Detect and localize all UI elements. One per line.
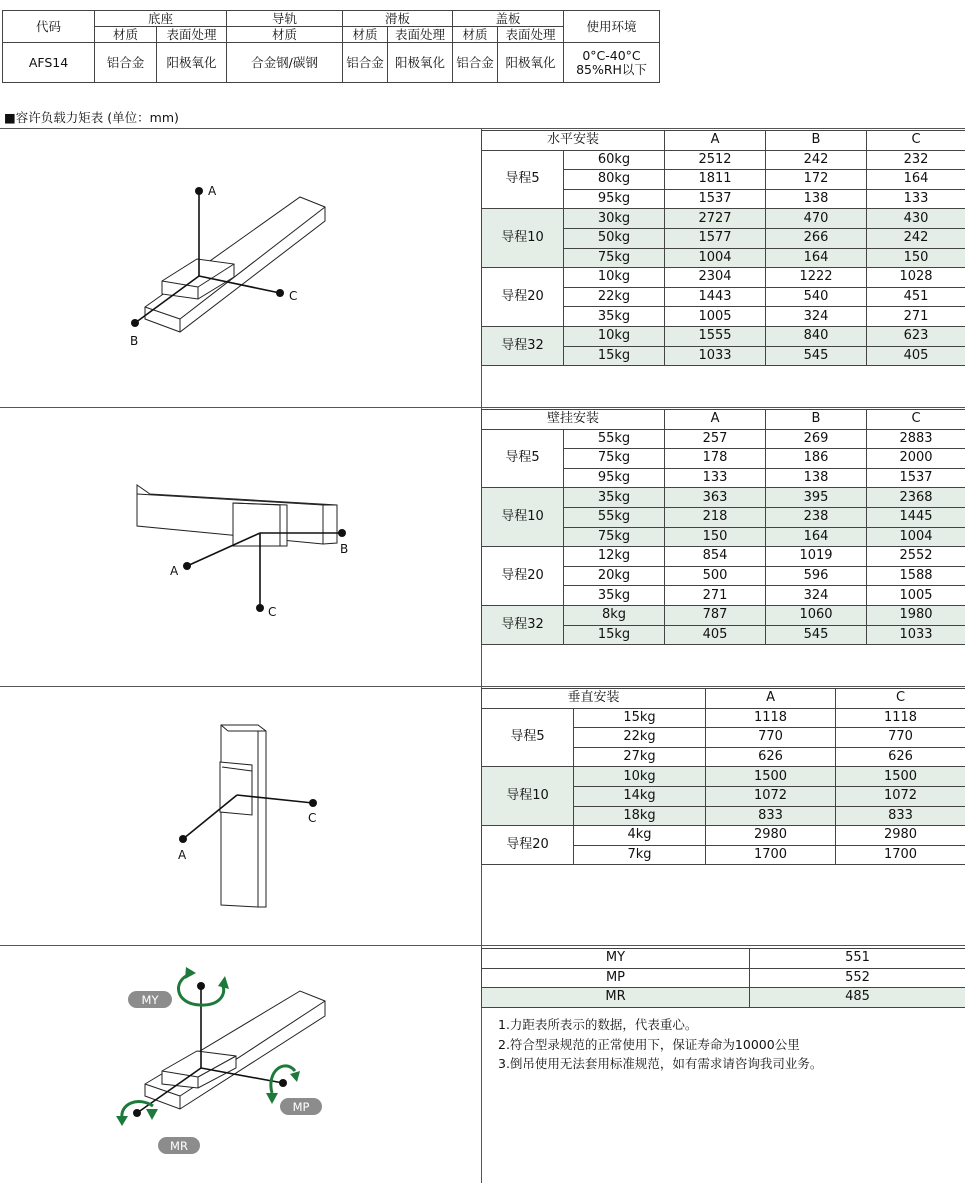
value-cell: 150	[867, 248, 965, 268]
spec-env-line1: 0°C-40°C	[582, 47, 641, 63]
load-cell: 95kg	[564, 189, 665, 209]
load-cell: 27kg	[574, 747, 706, 767]
value-cell: 238	[766, 507, 867, 527]
axis-label-a: A	[178, 848, 187, 862]
value-cell: 1004	[665, 248, 766, 268]
table-title: 垂直安装	[482, 689, 706, 709]
table-title: 水平安装	[482, 131, 665, 151]
spec-env-cell	[564, 43, 660, 83]
value-cell: 2368	[867, 488, 965, 508]
spec-sub: 材质	[343, 27, 388, 43]
axis-label-c: C	[268, 605, 277, 619]
value-cell: 2000	[867, 449, 965, 469]
load-cell: 15kg	[574, 708, 706, 728]
value-cell: 545	[766, 625, 867, 645]
value-cell: 540	[766, 287, 867, 307]
load-cell: 35kg	[564, 307, 665, 327]
spec-cell: 铝合金	[95, 43, 157, 83]
value-cell: 395	[766, 488, 867, 508]
value-cell: 1222	[766, 268, 867, 288]
axis-label-a: A	[170, 564, 179, 578]
value-cell: 324	[766, 307, 867, 327]
moment-value: 485	[750, 988, 965, 1008]
value-cell: 164	[766, 527, 867, 547]
value-cell: 1537	[665, 189, 766, 209]
value-cell: 500	[665, 566, 766, 586]
lead-group-label: 导程20	[482, 547, 564, 606]
axis-label-b: B	[130, 334, 139, 348]
wall-mount-diagram	[0, 408, 480, 686]
value-cell: 363	[665, 488, 766, 508]
lead-group-label: 导程5	[482, 708, 574, 767]
lead-group-label: 导程5	[482, 429, 564, 488]
load-cell: 22kg	[574, 728, 706, 748]
value-cell: 1555	[665, 326, 766, 346]
value-cell: 1577	[665, 228, 766, 248]
value-cell: 854	[665, 547, 766, 567]
value-cell: 271	[665, 586, 766, 606]
value-cell: 1811	[665, 170, 766, 190]
note-item: 3.倒吊使用无法套用标准规范，如有需求请咨询我司业务。	[498, 1056, 823, 1071]
value-cell: 430	[867, 209, 965, 229]
value-cell: 172	[766, 170, 867, 190]
moment-label-mr: MR	[170, 1139, 188, 1153]
table-title: 壁挂安装	[482, 410, 665, 430]
value-cell: 1700	[836, 845, 965, 865]
table-row	[482, 326, 965, 346]
load-cell: 15kg	[564, 625, 665, 645]
value-cell: 770	[706, 728, 836, 748]
value-cell: 164	[867, 170, 965, 190]
value-cell: 1033	[665, 346, 766, 366]
moment-value: 551	[750, 949, 965, 969]
value-cell: 1445	[867, 507, 965, 527]
column-header: C	[836, 689, 965, 709]
value-cell: 2883	[867, 429, 965, 449]
value-cell: 1500	[706, 767, 836, 787]
table-row	[482, 488, 965, 508]
value-cell: 623	[867, 326, 965, 346]
value-cell: 470	[766, 209, 867, 229]
moment-row	[482, 988, 965, 1008]
value-cell: 840	[766, 326, 867, 346]
table-row	[482, 150, 965, 170]
value-cell: 1500	[836, 767, 965, 787]
moment-value: 552	[750, 968, 965, 988]
note-item: 1.力距表所表示的数据，代表重心。	[498, 1017, 698, 1032]
axis-label-c: C	[308, 811, 317, 825]
spec-table	[2, 10, 660, 83]
spec-env-header: 使用环境	[564, 11, 660, 43]
moment-table	[481, 948, 965, 1008]
spec-env-line2: 85%RH以下	[576, 61, 647, 77]
load-cell: 55kg	[564, 507, 665, 527]
moment-row	[482, 949, 965, 969]
value-cell: 2980	[706, 826, 836, 846]
load-cell: 35kg	[564, 488, 665, 508]
load-cell: 75kg	[564, 449, 665, 469]
value-cell: 232	[867, 150, 965, 170]
load-cell: 15kg	[564, 346, 665, 366]
value-cell: 186	[766, 449, 867, 469]
moment-label-mp: MP	[292, 1100, 310, 1114]
lead-group-label: 导程10	[482, 488, 564, 547]
value-cell: 1060	[766, 605, 867, 625]
load-cell: 18kg	[574, 806, 706, 826]
load-cell: 10kg	[564, 326, 665, 346]
load-cell: 10kg	[564, 268, 665, 288]
value-cell: 178	[665, 449, 766, 469]
value-cell: 138	[766, 189, 867, 209]
value-cell: 451	[867, 287, 965, 307]
value-cell: 1072	[836, 786, 965, 806]
lead-group-label: 导程10	[482, 767, 574, 826]
spec-sub: 材质	[95, 27, 157, 43]
spec-group-base: 底座	[95, 11, 227, 27]
spec-group-slider: 滑板	[343, 11, 453, 27]
value-cell: 266	[766, 228, 867, 248]
spec-group-cover: 盖板	[453, 11, 564, 27]
column-header: C	[867, 410, 965, 430]
value-cell: 271	[867, 307, 965, 327]
spec-sub: 材质	[453, 27, 498, 43]
value-cell: 545	[766, 346, 867, 366]
value-cell: 269	[766, 429, 867, 449]
load-cell: 75kg	[564, 527, 665, 547]
value-cell: 242	[867, 228, 965, 248]
value-cell: 1019	[766, 547, 867, 567]
value-cell: 133	[665, 468, 766, 488]
load-cell: 35kg	[564, 586, 665, 606]
spec-cell: 阳极氧化	[498, 43, 564, 83]
load-cell: 20kg	[564, 566, 665, 586]
axis-label-c: C	[289, 289, 298, 303]
load-cell: 80kg	[564, 170, 665, 190]
vertical-mount-diagram	[0, 687, 480, 945]
load-cell: 12kg	[564, 547, 665, 567]
load-cell: 14kg	[574, 786, 706, 806]
value-cell: 1700	[706, 845, 836, 865]
value-cell: 1443	[665, 287, 766, 307]
load-cell: 4kg	[574, 826, 706, 846]
value-cell: 257	[665, 429, 766, 449]
value-cell: 1005	[867, 586, 965, 606]
axis-label-b: B	[340, 542, 349, 556]
load-cell: 7kg	[574, 845, 706, 865]
load-cell: 50kg	[564, 228, 665, 248]
load-cell: 8kg	[564, 605, 665, 625]
column-header: C	[867, 131, 965, 151]
notes	[498, 1015, 822, 1074]
value-cell: 2727	[665, 209, 766, 229]
value-cell: 2512	[665, 150, 766, 170]
horizontal-mount-table	[481, 130, 965, 366]
value-cell: 833	[836, 806, 965, 826]
moment-row	[482, 968, 965, 988]
vertical-mount-table	[481, 688, 965, 865]
value-cell: 405	[665, 625, 766, 645]
value-cell: 833	[706, 806, 836, 826]
value-cell: 626	[836, 747, 965, 767]
column-header: B	[766, 410, 867, 430]
moment-diagram	[0, 946, 480, 1183]
spec-cell: 铝合金	[453, 43, 498, 83]
value-cell: 1118	[706, 708, 836, 728]
value-cell: 405	[867, 346, 965, 366]
value-cell: 1033	[867, 625, 965, 645]
horizontal-mount-diagram	[0, 129, 480, 407]
moment-name: MP	[482, 968, 750, 988]
spec-cell: AFS14	[3, 43, 95, 83]
value-cell: 1028	[867, 268, 965, 288]
table-row	[482, 268, 965, 288]
moment-name: MY	[482, 949, 750, 969]
value-cell: 2552	[867, 547, 965, 567]
value-cell: 2304	[665, 268, 766, 288]
load-cell: 60kg	[564, 150, 665, 170]
table-row	[482, 708, 965, 728]
value-cell: 1072	[706, 786, 836, 806]
value-cell: 218	[665, 507, 766, 527]
table-row	[482, 826, 965, 846]
lead-group-label: 导程20	[482, 826, 574, 865]
lead-group-label: 导程5	[482, 150, 564, 209]
note-item: 2.符合型录规范的正常使用下，保证寿命为10000公里	[498, 1036, 800, 1052]
load-cell: 55kg	[564, 429, 665, 449]
spec-sub: 表面处理	[498, 27, 564, 43]
value-cell: 150	[665, 527, 766, 547]
lead-group-label: 导程32	[482, 605, 564, 644]
spec-sub: 表面处理	[157, 27, 227, 43]
load-cell: 10kg	[574, 767, 706, 787]
spec-cell: 铝合金	[343, 43, 388, 83]
value-cell: 1004	[867, 527, 965, 547]
table-row	[482, 605, 965, 625]
load-cell: 95kg	[564, 468, 665, 488]
value-cell: 770	[836, 728, 965, 748]
spec-cell: 阳极氧化	[157, 43, 227, 83]
spec-sub: 表面处理	[388, 27, 453, 43]
value-cell: 164	[766, 248, 867, 268]
value-cell: 1980	[867, 605, 965, 625]
column-header: A	[665, 131, 766, 151]
moment-name: MR	[482, 988, 750, 1008]
column-header: A	[665, 410, 766, 430]
value-cell: 242	[766, 150, 867, 170]
value-cell: 133	[867, 189, 965, 209]
value-cell: 1537	[867, 468, 965, 488]
spec-sub: 材质	[227, 27, 343, 43]
moment-caption: ■容许负载力矩表 (单位：mm)	[4, 110, 179, 125]
lead-group-label: 导程20	[482, 268, 564, 327]
table-row	[482, 547, 965, 567]
value-cell: 1588	[867, 566, 965, 586]
value-cell: 1005	[665, 307, 766, 327]
wall-mount-table	[481, 409, 965, 645]
spec-group-rail: 导轨	[227, 11, 343, 27]
load-cell: 22kg	[564, 287, 665, 307]
spec-cell: 合金钢/碳钢	[227, 43, 343, 83]
value-cell: 787	[665, 605, 766, 625]
load-cell: 75kg	[564, 248, 665, 268]
column-header: A	[706, 689, 836, 709]
column-header: B	[766, 131, 867, 151]
value-cell: 324	[766, 586, 867, 606]
table-row	[482, 209, 965, 229]
spec-cell: 阳极氧化	[388, 43, 453, 83]
moment-label-my: MY	[141, 993, 159, 1007]
spec-code-header: 代码	[3, 11, 95, 43]
axis-label-a: A	[208, 184, 217, 198]
lead-group-label: 导程32	[482, 326, 564, 365]
value-cell: 626	[706, 747, 836, 767]
value-cell: 2980	[836, 826, 965, 846]
value-cell: 1118	[836, 708, 965, 728]
table-row	[482, 767, 965, 787]
load-cell: 30kg	[564, 209, 665, 229]
value-cell: 138	[766, 468, 867, 488]
table-row	[482, 429, 965, 449]
lead-group-label: 导程10	[482, 209, 564, 268]
value-cell: 596	[766, 566, 867, 586]
